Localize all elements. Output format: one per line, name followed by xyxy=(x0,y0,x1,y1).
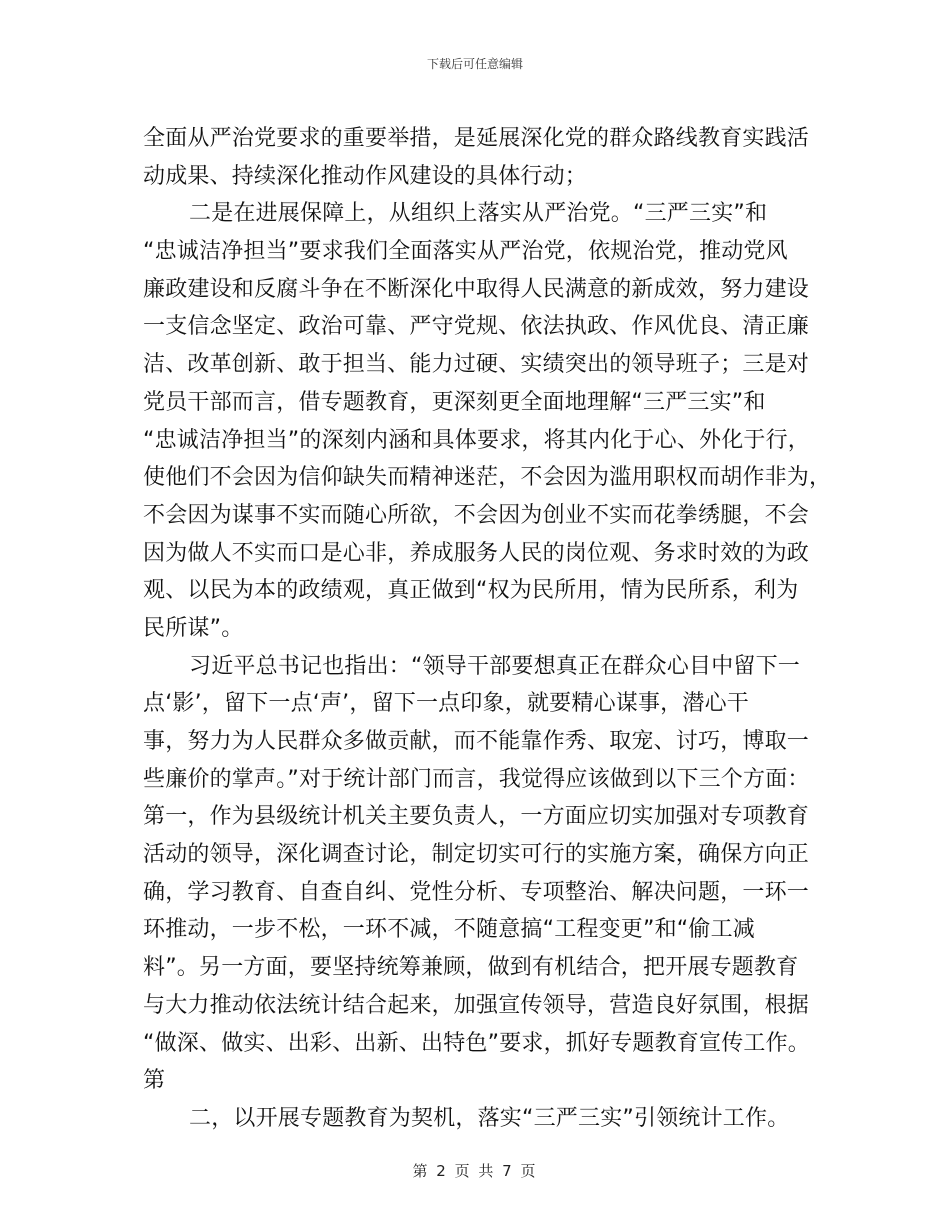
text-line: 党员干部而言，借专题教育，更深刻更全面地理解“三严三实”和 xyxy=(143,389,766,415)
document-body xyxy=(143,120,832,1138)
text-line: 使他们不会因为信仰缺失而精神迷茫，不会因为滥用职权而胡作非为， xyxy=(143,465,832,491)
text-line: 活动的领导，深化调查讨论，制定切实可行的实施方案，确保方向正 xyxy=(143,842,810,868)
text-line: 第一，作为县级统计机关主要负责人，一方面应切实加强对专项教育 xyxy=(143,804,810,830)
text-line: 事，努力为人民群众多做贡献，而不能靠作秀、取宠、讨巧，博取一 xyxy=(143,729,810,754)
text-line: 确，学习教育、自查自纠、党性分析、专项整治、解决问题，一环一 xyxy=(143,879,810,905)
text-line: 民所谋”。 xyxy=(143,615,244,641)
text-line: 不会因为谋事不实而随心所欲，不会因为创业不实而花拳绣腿，不会 xyxy=(143,502,810,528)
text-line: 习近平总书记也指出：“领导干部要想真正在群众心目中留下一 xyxy=(189,653,800,679)
text-line: 料”。另一方面，要坚持统筹兼顾，做到有机结合，把开展专题教育 xyxy=(143,955,799,981)
text-line: 全面从严治党要求的重要举措，是延展深化党的群众路线教育实践活 xyxy=(143,126,810,151)
text-line: 观、以民为本的政绩观，真正做到“权为民所用，情为民所系，利为 xyxy=(143,578,799,604)
text-line: 因为做人不实而口是心非，养成服务人民的岗位观、务求时效的为政 xyxy=(143,540,810,566)
text-line: 与大力推动依法统计结合起来，加强宣传领导，营造良好氛围，根据 xyxy=(143,992,810,1018)
text-line: 廉政建设和反腐斗争在不断深化中取得人民满意的新成效，努力建设 xyxy=(143,276,810,302)
page-number: 第 2 页 共 7 页 xyxy=(412,1162,538,1180)
text-line: 点‘影’，留下一点‘声’，留下一点印象，就要精心谋事，潜心干 xyxy=(143,691,749,717)
page-header-note: 下载后可任意编辑 xyxy=(426,57,523,71)
text-line: “做深、做实、出彩、出新、出特色”要求，抓好专题教育宣传工作。 xyxy=(143,1030,810,1056)
text-line: 动成果、持续深化推动作风建设的具体行动； xyxy=(143,163,588,189)
text-line: 洁、改革创新、敢于担当、能力过硬、实绩突出的领导班子；三是对 xyxy=(143,352,810,378)
text-line: 环推动，一步不松，一环不减，不随意搞“工程变更”和“偷工减 xyxy=(143,917,755,943)
text-line: 第 xyxy=(143,1068,166,1094)
text-line: 一支信念坚定、政治可靠、严守党规、依法执政、作风优良、清正廉 xyxy=(143,314,810,340)
text-line: 二，以开展专题教育为契机，落实“三严三实”引领统计工作。 xyxy=(189,1105,790,1131)
text-line: 二是在进展保障上，从组织上落实从严治党。“三严三实”和 xyxy=(189,201,768,227)
text-line: 些廉价的掌声。”对于统计部门而言，我觉得应该做到以下三个方面： xyxy=(143,766,810,792)
text-line: “忠诚洁净担当”要求我们全面落实从严治党，依规治党，推动党风 xyxy=(143,239,788,265)
text-line: “忠诚洁净担当”的深刻内涵和具体要求，将其内化于心、外化于行， xyxy=(143,427,810,453)
